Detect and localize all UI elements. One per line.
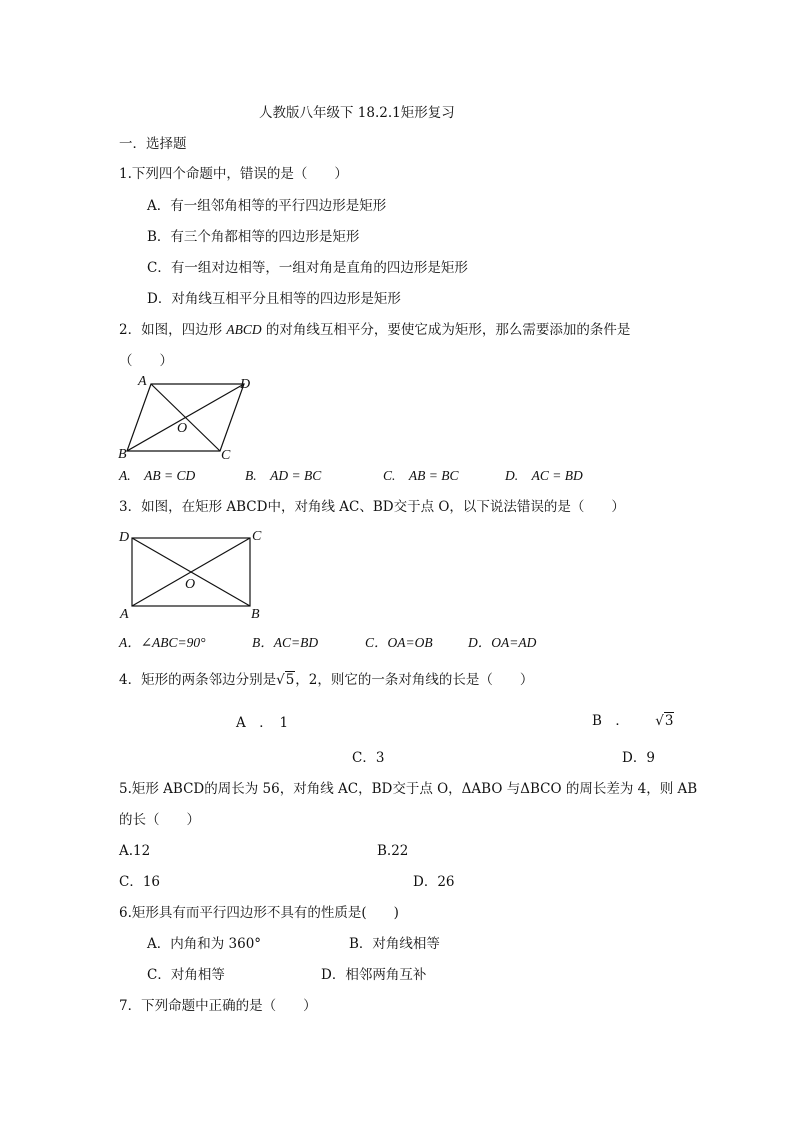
vertex-label-a: A [120, 607, 129, 622]
q2-option-b: B. AD = BC [245, 468, 322, 483]
q1-option-c: C．有一组对边相等，一组对角是直角的四边形是矩形 [147, 260, 468, 276]
vertex-label-a: A [138, 374, 147, 389]
q5-option-a: A.12 [119, 843, 151, 859]
q6-option-b: B．对角线相等 [349, 936, 440, 952]
vertex-label-c: C [221, 448, 231, 463]
q2-stem-pre: 2．如图，四边形 [119, 322, 227, 338]
q3-option-c: C．OA=OB [365, 635, 433, 650]
sqrt-3-expression: √3 [655, 713, 674, 729]
vertex-label-d: D [119, 530, 130, 545]
q7-stem: 7．下列命题中正确的是（ ） [119, 998, 317, 1014]
q3-option-b: B．AC=BD [252, 635, 319, 650]
q5-stem-line2: 的长（ ） [119, 812, 200, 828]
q4-option-a: A ． 1 [236, 715, 289, 731]
q2-option-a: A. AB = CD [119, 468, 196, 483]
q3-option-d: D．OA=AD [468, 635, 537, 650]
q4-option-b-label: B ． [592, 713, 629, 729]
q2-option-c: C. AB = BC [383, 468, 459, 483]
q1-option-d: D．对角线互相平分且相等的四边形是矩形 [147, 291, 401, 307]
q6-stem: 6.矩形具有而平行四边形不具有的性质是( ) [119, 905, 399, 921]
q2-option-d: D. AC = BD [505, 468, 583, 483]
q4-option-c: C．3 [352, 750, 385, 766]
q6-option-d: D．相邻两角互补 [321, 967, 427, 983]
q2-stem-post: 的对角线互相平分，要使它成为矩形，那么需要添加的条件是 [261, 322, 631, 338]
q4-stem-post: ，2，则它的一条对角线的长是（ ） [295, 672, 534, 688]
q4-option-b [592, 713, 674, 729]
q2-stem-line2: （ ） [119, 353, 173, 369]
q5-stem: 5.矩形 ABCD的周长为 56，对角线 AC，BD交于点 O，ΔABO 与ΔBCO 的周长差为 4，则 AB [119, 781, 698, 797]
q4-stem-pre: 4．矩形的两条邻边分别是 [119, 672, 277, 688]
q1-option-a: A．有一组邻角相等的平行四边形是矩形 [147, 198, 387, 214]
q3-option-a: A．∠ABC=90° [119, 635, 206, 650]
q4-stem [119, 672, 533, 688]
q3-rectangle-figure [112, 522, 272, 622]
center-label-o: O [185, 577, 196, 592]
center-label-o: O [177, 421, 188, 436]
q5-option-b: B.22 [377, 843, 409, 859]
diagonal-bd [127, 384, 244, 451]
vertex-label-b: B [118, 447, 127, 462]
vertex-label-d: D [240, 377, 251, 392]
q5-option-c: C．16 [119, 874, 161, 890]
q2-parallelogram-figure [112, 372, 262, 464]
q6-option-a: A．内角和为 360° [147, 936, 262, 952]
sqrt-3-radicand: 3 [664, 713, 674, 729]
vertex-label-b: B [251, 607, 260, 622]
q1-option-b: B．有三个角都相等的四边形是矩形 [147, 229, 360, 245]
q2-stem-var: ABCD [226, 322, 262, 337]
document-title: 人教版八年级下 18.2.1矩形复习 [259, 105, 455, 121]
section-heading: 一．选择题 [119, 136, 187, 152]
q3-stem: 3．如图，在矩形 ABCD中，对角线 AC、BD交于点 O，以下说法错误的是（ ） [119, 499, 625, 515]
q5-option-d: D．26 [413, 874, 455, 890]
vertex-label-c: C [252, 529, 262, 544]
q4-option-d: D．9 [622, 750, 655, 766]
q6-option-c: C．对角相等 [147, 967, 225, 983]
q1-stem: 1.下列四个命题中，错误的是（ ） [119, 166, 348, 182]
sqrt-5-expression: √5 [276, 672, 295, 688]
sqrt-5-radicand: 5 [285, 672, 295, 688]
q2-stem [119, 322, 630, 338]
